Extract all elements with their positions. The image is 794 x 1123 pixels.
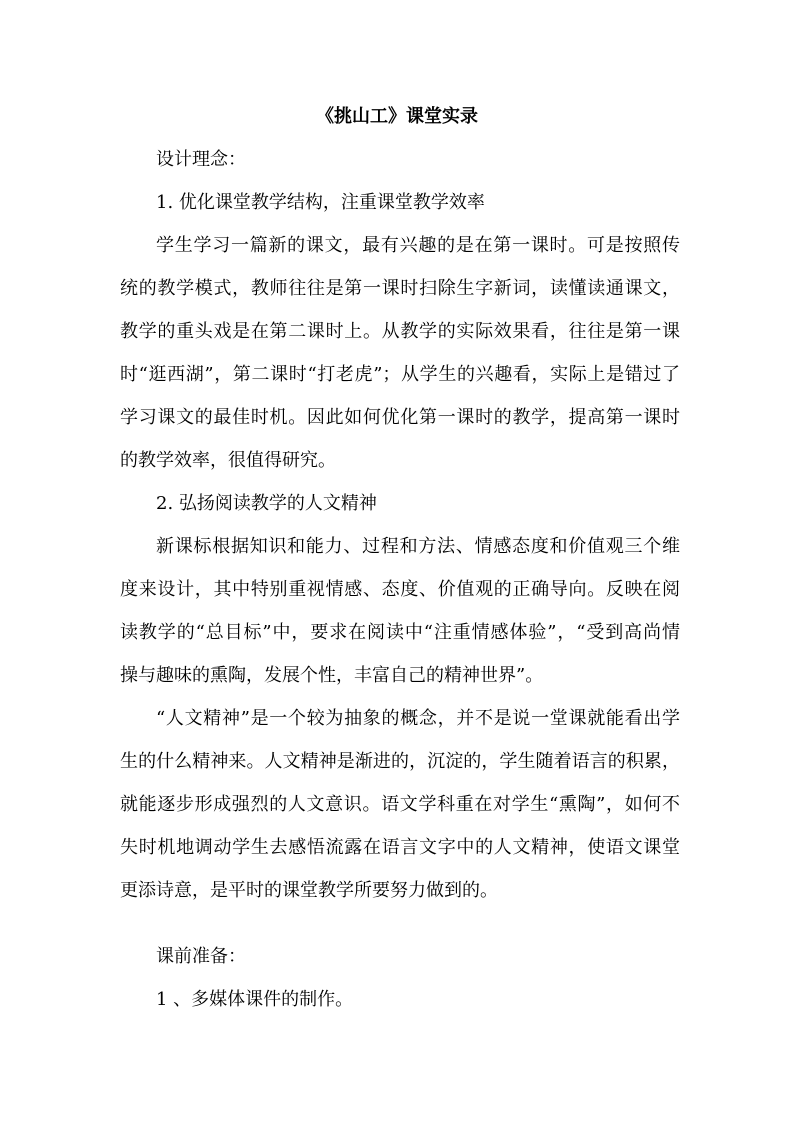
document-title: 《挑山工》课堂实录 <box>316 106 478 127</box>
paragraph-line: 度来设计，其中特别重视情感、态度、价值观的正确导向。反映在阅 <box>120 579 680 600</box>
paragraph-line: 失时机地调动学生去感悟流露在语言文字中的人文精神，使语文课堂 <box>120 837 680 858</box>
subheading-optimize-structure: 1. 优化课堂教学结构，注重课堂教学效率 <box>156 192 485 213</box>
paragraph-line: 时“逛西湖”，第二课时“打老虎”；从学生的兴趣看，实际上是错过了 <box>120 364 680 385</box>
paragraph-line: 就能逐步形成强烈的人文意识。语文学科重在对学生“熏陶”，如何不 <box>120 794 680 815</box>
paragraph-line: 读教学的“总目标”中，要求在阅读中“注重情感体验”，“受到高尚情 <box>120 622 680 643</box>
paragraph-line: 统的教学模式，教师往往是第一课时扫除生字新词，读懂读通课文， <box>120 278 680 299</box>
paragraph-line: 学习课文的最佳时机。因此如何优化第一课时的教学，提高第一课时 <box>120 407 680 428</box>
paragraph-line: 的教学效率，很值得研究。 <box>120 450 336 471</box>
section-heading-preparation: 课前准备： <box>156 946 246 967</box>
paragraph-line: 操与趣味的熏陶，发展个性，丰富自己的精神世界”。 <box>120 665 544 686</box>
list-item: 1 、多媒体课件的制作。 <box>156 989 354 1010</box>
section-heading-design-concept: 设计理念： <box>156 149 246 170</box>
paragraph-line: 更添诗意，是平时的课堂教学所要努力做到的。 <box>120 880 498 901</box>
paragraph-line: 新课标根据知识和能力、过程和方法、情感态度和价值观三个维 <box>156 536 680 557</box>
paragraph-line: 教学的重头戏是在第二课时上。从教学的实际效果看，往往是第一课 <box>120 321 680 342</box>
subheading-humanistic-spirit: 2. 弘扬阅读教学的人文精神 <box>156 493 377 514</box>
paragraph-line: “人文精神”是一个较为抽象的概念，并不是说一堂课就能看出学 <box>156 708 680 729</box>
paragraph-line: 学生学习一篇新的课文，最有兴趣的是在第一课时。可是按照传 <box>156 235 680 256</box>
paragraph-line: 生的什么精神来。人文精神是渐进的，沉淀的，学生随着语言的积累， <box>120 751 680 772</box>
